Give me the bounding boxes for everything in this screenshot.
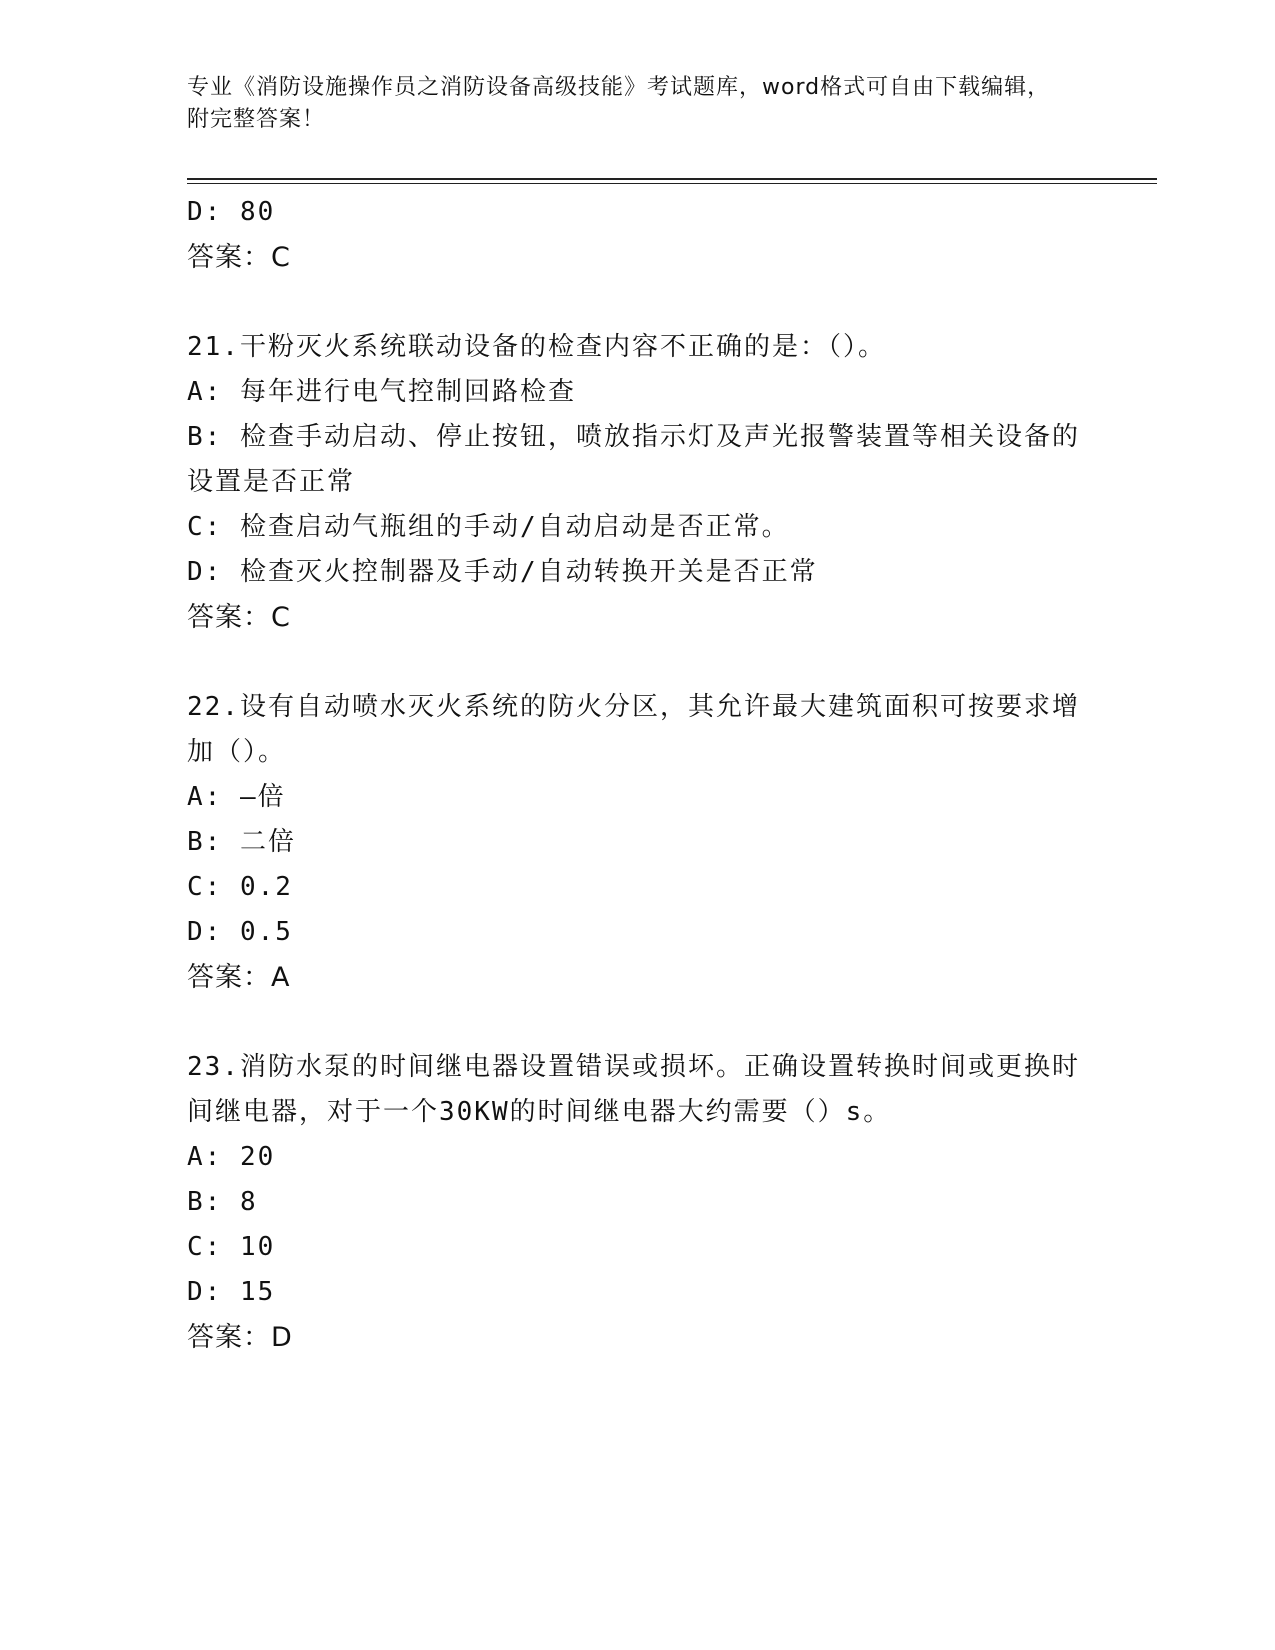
question-23 xyxy=(187,1045,1087,1360)
prev-option-d: D: 80 xyxy=(187,197,276,227)
question-stem: 22.设有自动喷水灭火系统的防火分区，其允许最大建筑面积可按要求增加（）。 xyxy=(187,692,1080,767)
question-22 xyxy=(187,685,1087,1000)
header-divider-thin xyxy=(187,183,1157,184)
option-d: D: 检查灭火控制器及手动/自动转换开关是否正常 xyxy=(187,557,818,587)
question-stem: 21.干粉灭火系统联动设备的检查内容不正确的是：（）。 xyxy=(187,332,886,362)
option-d: D: 15 xyxy=(187,1277,276,1307)
option-b: B: 二倍 xyxy=(187,827,296,857)
prev-answer: 答案：C xyxy=(187,242,291,273)
page-header: 专业《消防设施操作员之消防设备高级技能》考试题库，word格式可自由下载编辑，附完整答案！ xyxy=(187,75,1051,132)
spacer xyxy=(187,280,1087,325)
answer: 答案：C xyxy=(187,602,291,633)
option-b: B: 检查手动启动、停止按钮，喷放指示灯及声光报警装置等相关设备的设置是否正常 xyxy=(187,422,1080,497)
answer: 答案：D xyxy=(187,1322,293,1353)
option-c: C: 检查启动气瓶组的手动/自动启动是否正常。 xyxy=(187,512,790,542)
question-21 xyxy=(187,325,1087,640)
option-c: C: 10 xyxy=(187,1232,276,1262)
option-c: C: 0.2 xyxy=(187,872,293,902)
answer: 答案：A xyxy=(187,962,291,993)
header-divider xyxy=(187,178,1157,180)
option-a: A: 20 xyxy=(187,1142,276,1172)
option-a: A: 每年进行电气控制回路检查 xyxy=(187,377,576,407)
option-d: D: 0.5 xyxy=(187,917,293,947)
option-a: A: —倍 xyxy=(187,782,286,812)
spacer xyxy=(187,640,1087,685)
question-stem: 23.消防水泵的时间继电器设置错误或损坏。正确设置转换时间或更换时间继电器，对于一个30KW的时间继电器大约需要（）s。 xyxy=(187,1052,1080,1127)
question-list xyxy=(187,190,1087,1360)
spacer xyxy=(187,1000,1087,1045)
option-b: B: 8 xyxy=(187,1187,258,1217)
